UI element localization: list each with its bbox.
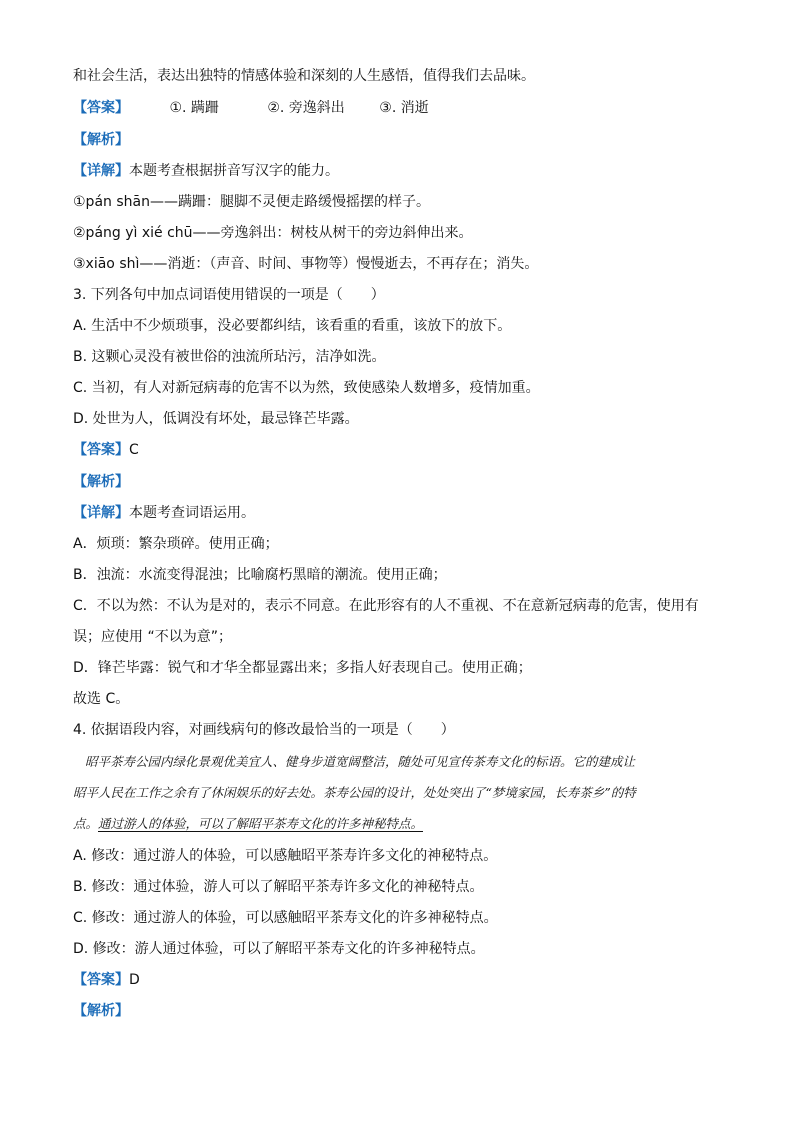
text: A. 生活中不少烦琐事，没必要都纠结，该看重的看重，该放下的放下。 (73, 318, 512, 334)
text: D．锋芒毕露：锐气和才华全都显露出来；多指人好表现自己。使用正确； (73, 660, 532, 676)
detail-item (73, 192, 723, 212)
paragraph-line (73, 66, 723, 86)
text: 4. 依据语段内容，对画线病句的修改最恰当的一项是（ ） (73, 722, 455, 738)
text: 误；应使用 “不以为意”； (73, 629, 232, 645)
text: B. 修改：通过体验，游人可以了解昭平茶寿许多文化的神秘特点。 (73, 879, 484, 895)
text: 昭平茶寿公园内绿化景观优美宜人、健身步道宽阔整洁，随处可见宣传茶寿文化的标语。它的建成让 (85, 754, 636, 769)
analysis-tag: 【解析】 (73, 1003, 129, 1019)
text: C．不以为然：不认为是对的，表示不同意。在此形容有的人不重视、不在意新冠病毒的危害，使用有 (73, 598, 699, 614)
text: A. 修改：通过游人的体验，可以感触昭平茶寿许多文化的神秘特点。 (73, 848, 498, 864)
text: B. 这颗心灵没有被世俗的浊流所玷污，洁净如洗。 (73, 349, 386, 365)
underlined-sentence: 通过游人的体验，可以了解昭平茶寿文化的许多神秘特点。 (98, 816, 424, 831)
answer-option-2: ②. 旁逸斜出 (267, 100, 345, 116)
passage-line (85, 752, 745, 772)
answer-line (73, 440, 723, 460)
text: B．浊流：水流变得混浊；比喻腐朽黑暗的潮流。使用正确； (73, 567, 447, 583)
detail-item (73, 596, 723, 616)
question-option-a (73, 316, 723, 336)
question-option-d (73, 939, 723, 959)
detail-line (73, 161, 723, 181)
question-stem (73, 285, 723, 305)
text: ①pán shān——蹒跚：腿脚不灵便走路缓慢摇摆的样子。 (73, 194, 430, 210)
answer-option-3: ③. 消逝 (379, 100, 429, 116)
text: C. 当初，有人对新冠病毒的危害不以为然，致使感染人数增多，疫情加重。 (73, 380, 540, 396)
answer-option-1: ①. 蹒跚 (169, 100, 219, 116)
text: 昭平人民在工作之余有了休闲娱乐的好去处。茶寿公园的设计，处处突出了“梦境家园，长寿茶乡”的特 (73, 785, 636, 800)
analysis-tag: 【解析】 (73, 474, 129, 490)
passage-line (73, 814, 733, 834)
detail-text: 本题考查词语运用。 (129, 505, 255, 521)
text: C. 修改：通过游人的体验，可以感触昭平茶寿文化的许多神秘特点。 (73, 910, 498, 926)
text: D. 修改：游人通过体验，可以了解昭平茶寿文化的许多神秘特点。 (73, 941, 485, 957)
text: A．烦琐：繁杂琐碎。使用正确； (73, 536, 279, 552)
text: ③xiāo shì——消逝：（声音、时间、事物等）慢慢逝去，不再存在；消失。 (73, 256, 539, 272)
answer-value: C (129, 442, 139, 458)
answer-tag: 【答案】 (73, 972, 129, 988)
question-option-c (73, 908, 723, 928)
detail-tag: 【详解】 (73, 505, 129, 521)
detail-item (73, 254, 723, 274)
detail-item (73, 658, 723, 678)
question-option-d (73, 409, 723, 429)
passage-line (73, 783, 733, 803)
analysis-line (73, 472, 723, 492)
text: ②páng yì xié chū——旁逸斜出：树枝从树干的旁边斜伸出来。 (73, 225, 473, 241)
text: 点。 (73, 816, 99, 831)
detail-line (73, 503, 723, 523)
detail-item (73, 534, 723, 554)
answer-line (73, 98, 723, 118)
question-option-b (73, 877, 723, 897)
answer-value: D (129, 972, 140, 988)
analysis-line (73, 130, 723, 150)
text: 和社会生活，表达出独特的情感体验和深刻的人生感悟，值得我们去品味。 (73, 68, 535, 84)
analysis-tag: 【解析】 (73, 132, 129, 148)
detail-text: 本题考查根据拼音写汉字的能力。 (129, 163, 339, 179)
question-stem (73, 720, 723, 740)
answer-tag: 【答案】 (73, 442, 129, 458)
analysis-line (73, 1001, 723, 1021)
text: 故选 C。 (73, 691, 130, 707)
question-option-a (73, 846, 723, 866)
text: 3. 下列各句中加点词语使用错误的一项是（ ） (73, 287, 385, 303)
question-option-c (73, 378, 723, 398)
answer-line (73, 970, 723, 990)
question-option-b (73, 347, 723, 367)
detail-item (73, 565, 723, 585)
conclusion-line (73, 689, 723, 709)
answer-tag: 【答案】 (73, 100, 129, 116)
detail-item (73, 223, 723, 243)
detail-tag: 【详解】 (73, 163, 129, 179)
detail-item (73, 627, 723, 647)
text: D. 处世为人，低调没有坏处，最忌锋芒毕露。 (73, 411, 359, 427)
